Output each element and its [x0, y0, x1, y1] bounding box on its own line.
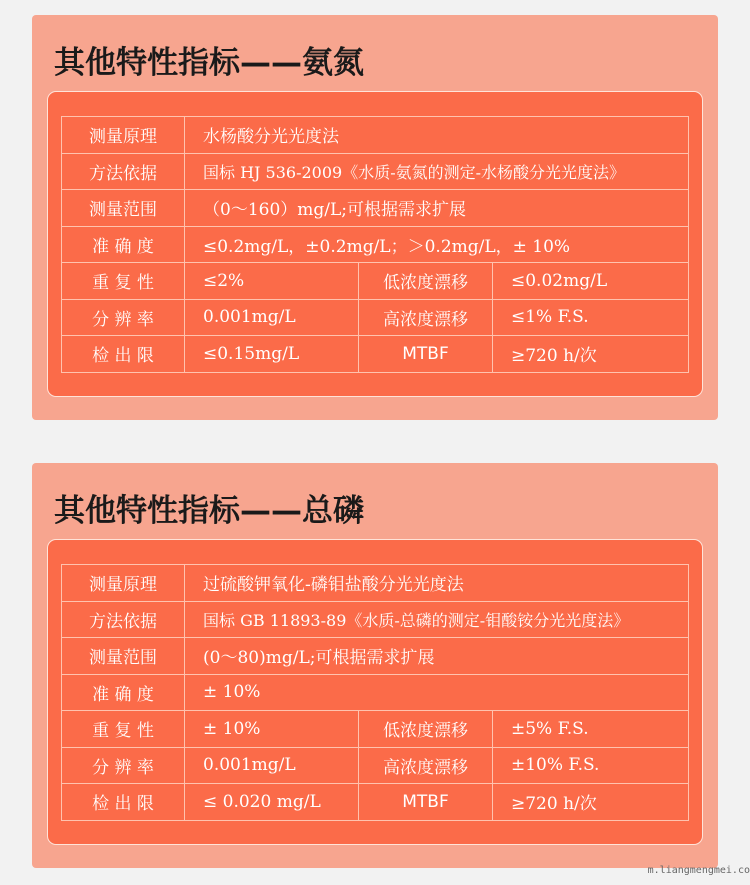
row-value: ± 10%: [185, 674, 689, 711]
row-sub-label: MTBF: [359, 336, 493, 373]
row-sub-value: ±5% F.S.: [493, 711, 689, 748]
spec-card-ammonia: [32, 15, 718, 420]
row-value: 过硫酸钾氧化-磷钼盐酸分光光度法: [185, 565, 689, 602]
row-label: 方法依据: [62, 601, 185, 638]
row-label: 测量原理: [62, 117, 185, 154]
row-label: 检 出 限: [62, 336, 185, 373]
spec-panel: [47, 539, 703, 845]
row-label: 重 复 性: [62, 263, 185, 300]
table-row: [62, 226, 689, 263]
watermark: m.liangmengmei.co: [647, 865, 750, 876]
row-label: 重 复 性: [62, 711, 185, 748]
row-sub-label: 低浓度漂移: [359, 263, 493, 300]
card-title: 其他特性指标——总磷: [54, 493, 364, 529]
row-sub-label: 高浓度漂移: [359, 747, 493, 784]
table-row: [62, 263, 689, 300]
row-value: 0.001mg/L: [185, 299, 359, 336]
row-value: （0～160）mg/L;可根据需求扩展: [185, 190, 689, 227]
row-value: 0.001mg/L: [185, 747, 359, 784]
row-value: ± 10%: [185, 711, 359, 748]
row-sub-value: ±10% F.S.: [493, 747, 689, 784]
table-row: [62, 565, 689, 602]
table-row: [62, 336, 689, 373]
spec-table: [61, 564, 689, 821]
table-row: [62, 190, 689, 227]
spec-table: [61, 116, 689, 373]
row-sub-value: ≥720 h/次: [493, 336, 689, 373]
row-sub-label: 高浓度漂移: [359, 299, 493, 336]
card-title: 其他特性指标——氨氮: [54, 45, 364, 81]
row-value: ≤0.2mg/L，±0.2mg/L；＞0.2mg/L，± 10%: [185, 226, 689, 263]
row-sub-label: MTBF: [359, 784, 493, 821]
row-label: 方法依据: [62, 153, 185, 190]
row-label: 检 出 限: [62, 784, 185, 821]
row-value: ≤ 0.020 mg/L: [185, 784, 359, 821]
row-value: 国标 HJ 536-2009《水质-氨氮的测定-水杨酸分光光度法》: [185, 153, 689, 190]
row-label: 准 确 度: [62, 674, 185, 711]
table-row: [62, 153, 689, 190]
row-value: (0～80)mg/L;可根据需求扩展: [185, 638, 689, 675]
row-value: 水杨酸分光光度法: [185, 117, 689, 154]
row-label: 测量范围: [62, 638, 185, 675]
table-row: [62, 601, 689, 638]
row-sub-value: ≤1% F.S.: [493, 299, 689, 336]
row-sub-value: ≤0.02mg/L: [493, 263, 689, 300]
row-value: 国标 GB 11893-89《水质-总磷的测定-钼酸铵分光光度法》: [185, 601, 689, 638]
table-row: [62, 638, 689, 675]
row-label: 分 辨 率: [62, 747, 185, 784]
spec-panel: [47, 91, 703, 397]
table-row: [62, 117, 689, 154]
row-sub-label: 低浓度漂移: [359, 711, 493, 748]
table-row: [62, 784, 689, 821]
row-sub-value: ≥720 h/次: [493, 784, 689, 821]
spec-card-phosphorus: [32, 463, 718, 868]
table-row: [62, 711, 689, 748]
table-row: [62, 674, 689, 711]
row-value: ≤0.15mg/L: [185, 336, 359, 373]
row-value: ≤2%: [185, 263, 359, 300]
row-label: 测量范围: [62, 190, 185, 227]
table-row: [62, 299, 689, 336]
row-label: 准 确 度: [62, 226, 185, 263]
row-label: 测量原理: [62, 565, 185, 602]
row-label: 分 辨 率: [62, 299, 185, 336]
table-row: [62, 747, 689, 784]
